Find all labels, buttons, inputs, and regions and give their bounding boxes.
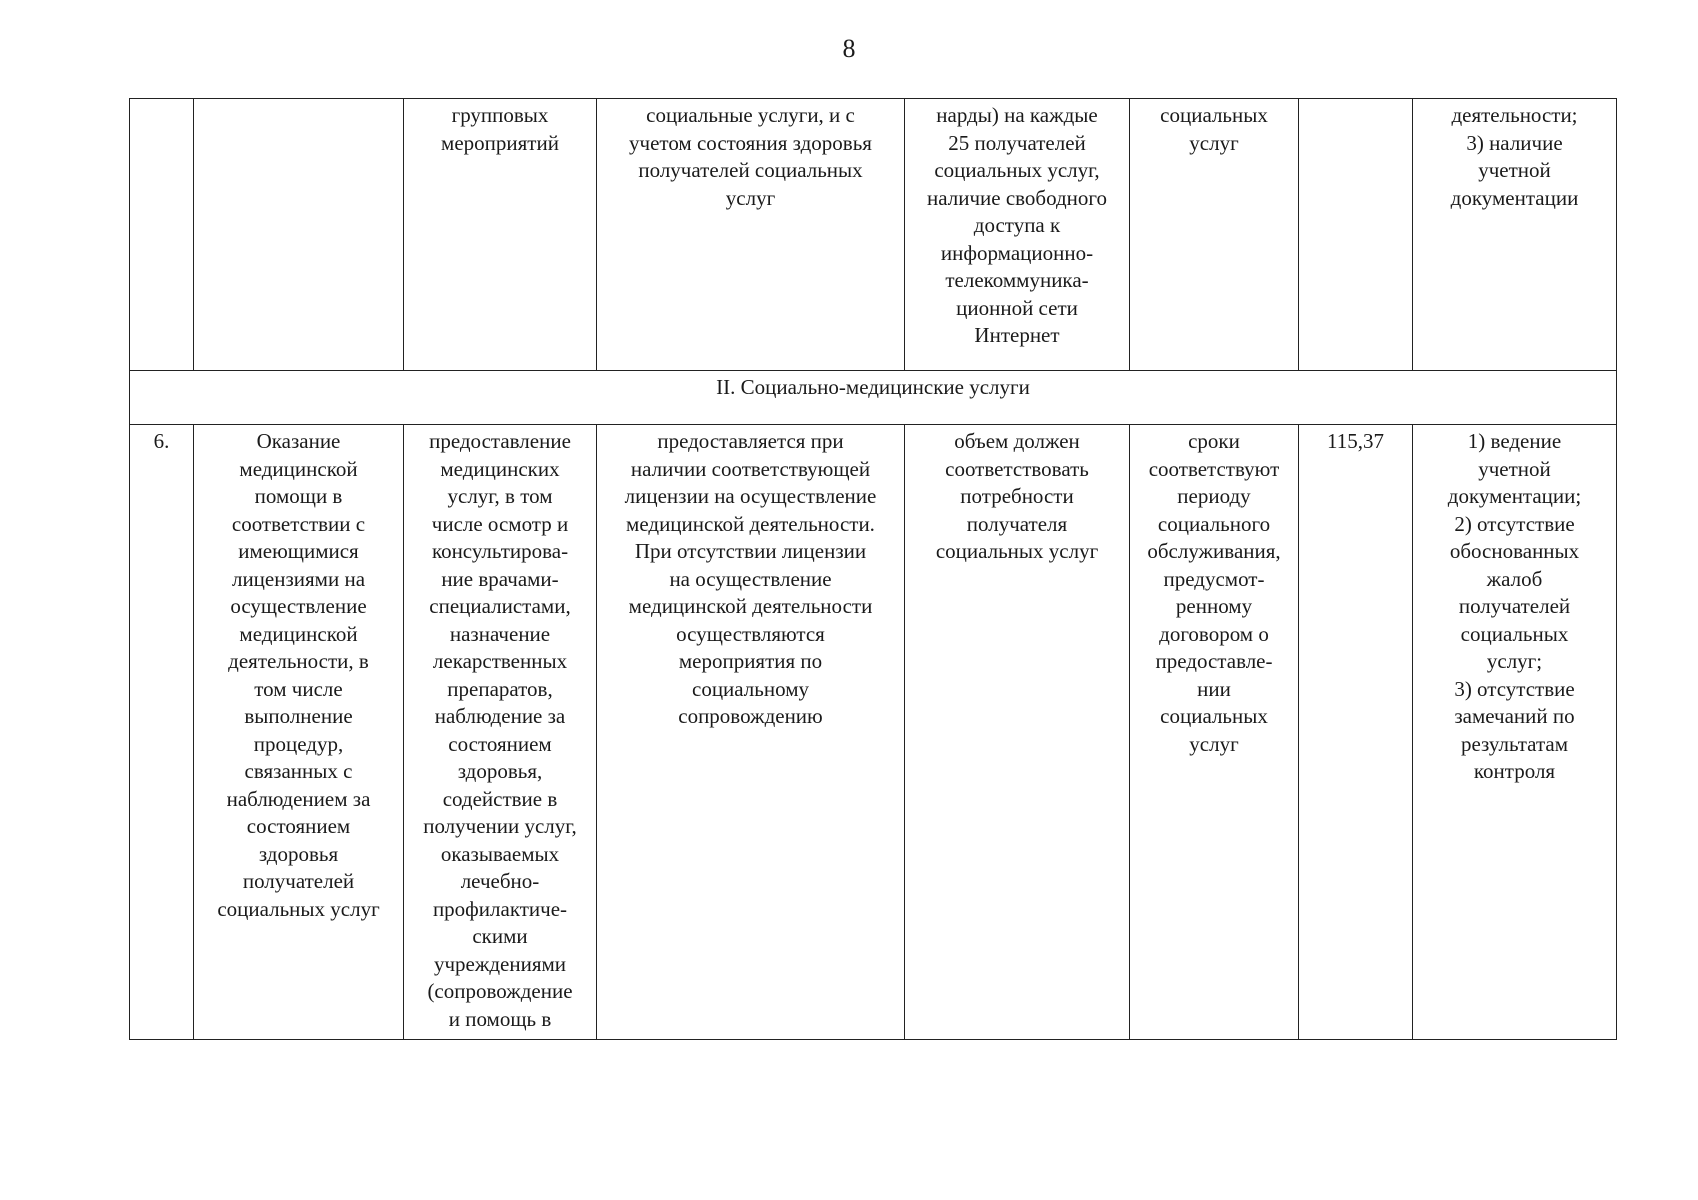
cell-quality-indicators: 1) ведение учетной документации; 2) отсутствие обоснованных жалоб получателей социальных услуг; 3) отсутствие замечаний по результатам контроля (1413, 425, 1617, 1040)
cell-service-conditions: предоставляется при наличии соответствующей лицензии на осуществление медицинской деятельности. При отсутствии лицензии на осуществление медицинской деятельности осуществляются мероприятия по социальному сопровождению (597, 425, 905, 1040)
cell-number: 6. (130, 425, 194, 1040)
page-number: 8 (842, 34, 856, 63)
cell-service-cost: 115,37 (1299, 425, 1413, 1040)
cell-number (130, 99, 194, 371)
services-table (129, 98, 1617, 1040)
cell-service-content: предоставление медицинских услуг, в том числе осмотр и консультирова- ние врачами- специалистами, назначение лекарственных препаратов, наблюдение за состоянием здоровья, содействие в получении услуг, оказываемых лечебно- профилактиче- скими учреждениями (сопровождение и помощь в (404, 425, 597, 1040)
cell-service-conditions: социальные услуги, и с учетом состояния здоровья получателей социальных услуг (597, 99, 905, 371)
cell-service-terms: сроки соответствуют периоду социального обслуживания, предусмот- ренному договором о предоставле- нии социальных услуг (1130, 425, 1299, 1040)
cell-service-name (194, 99, 404, 371)
table-row-6 (130, 425, 1617, 1040)
cell-service-name: Оказание медицинской помощи в соответствии с имеющимися лицензиями на осуществление медицинской деятельности, в том числе выполнение процедур, связанных с наблюдением за состоянием здоровья получателей социальных услуг (194, 425, 404, 1040)
cell-service-volume: нарды) на каждые 25 получателей социальных услуг, наличие свободного доступа к информационно- телекоммуника- ционной сети Интернет (905, 99, 1130, 371)
section-heading: II. Социально-медицинские услуги (130, 371, 1617, 425)
table-row-continuation (130, 99, 1617, 371)
cell-service-content: групповых мероприятий (404, 99, 597, 371)
cell-service-cost (1299, 99, 1413, 371)
cell-service-terms: социальных услуг (1130, 99, 1299, 371)
cell-quality-indicators: деятельности; 3) наличие учетной документации (1413, 99, 1617, 371)
table-section-row (130, 371, 1617, 425)
cell-service-volume: объем должен соответствовать потребности получателя социальных услуг (905, 425, 1130, 1040)
